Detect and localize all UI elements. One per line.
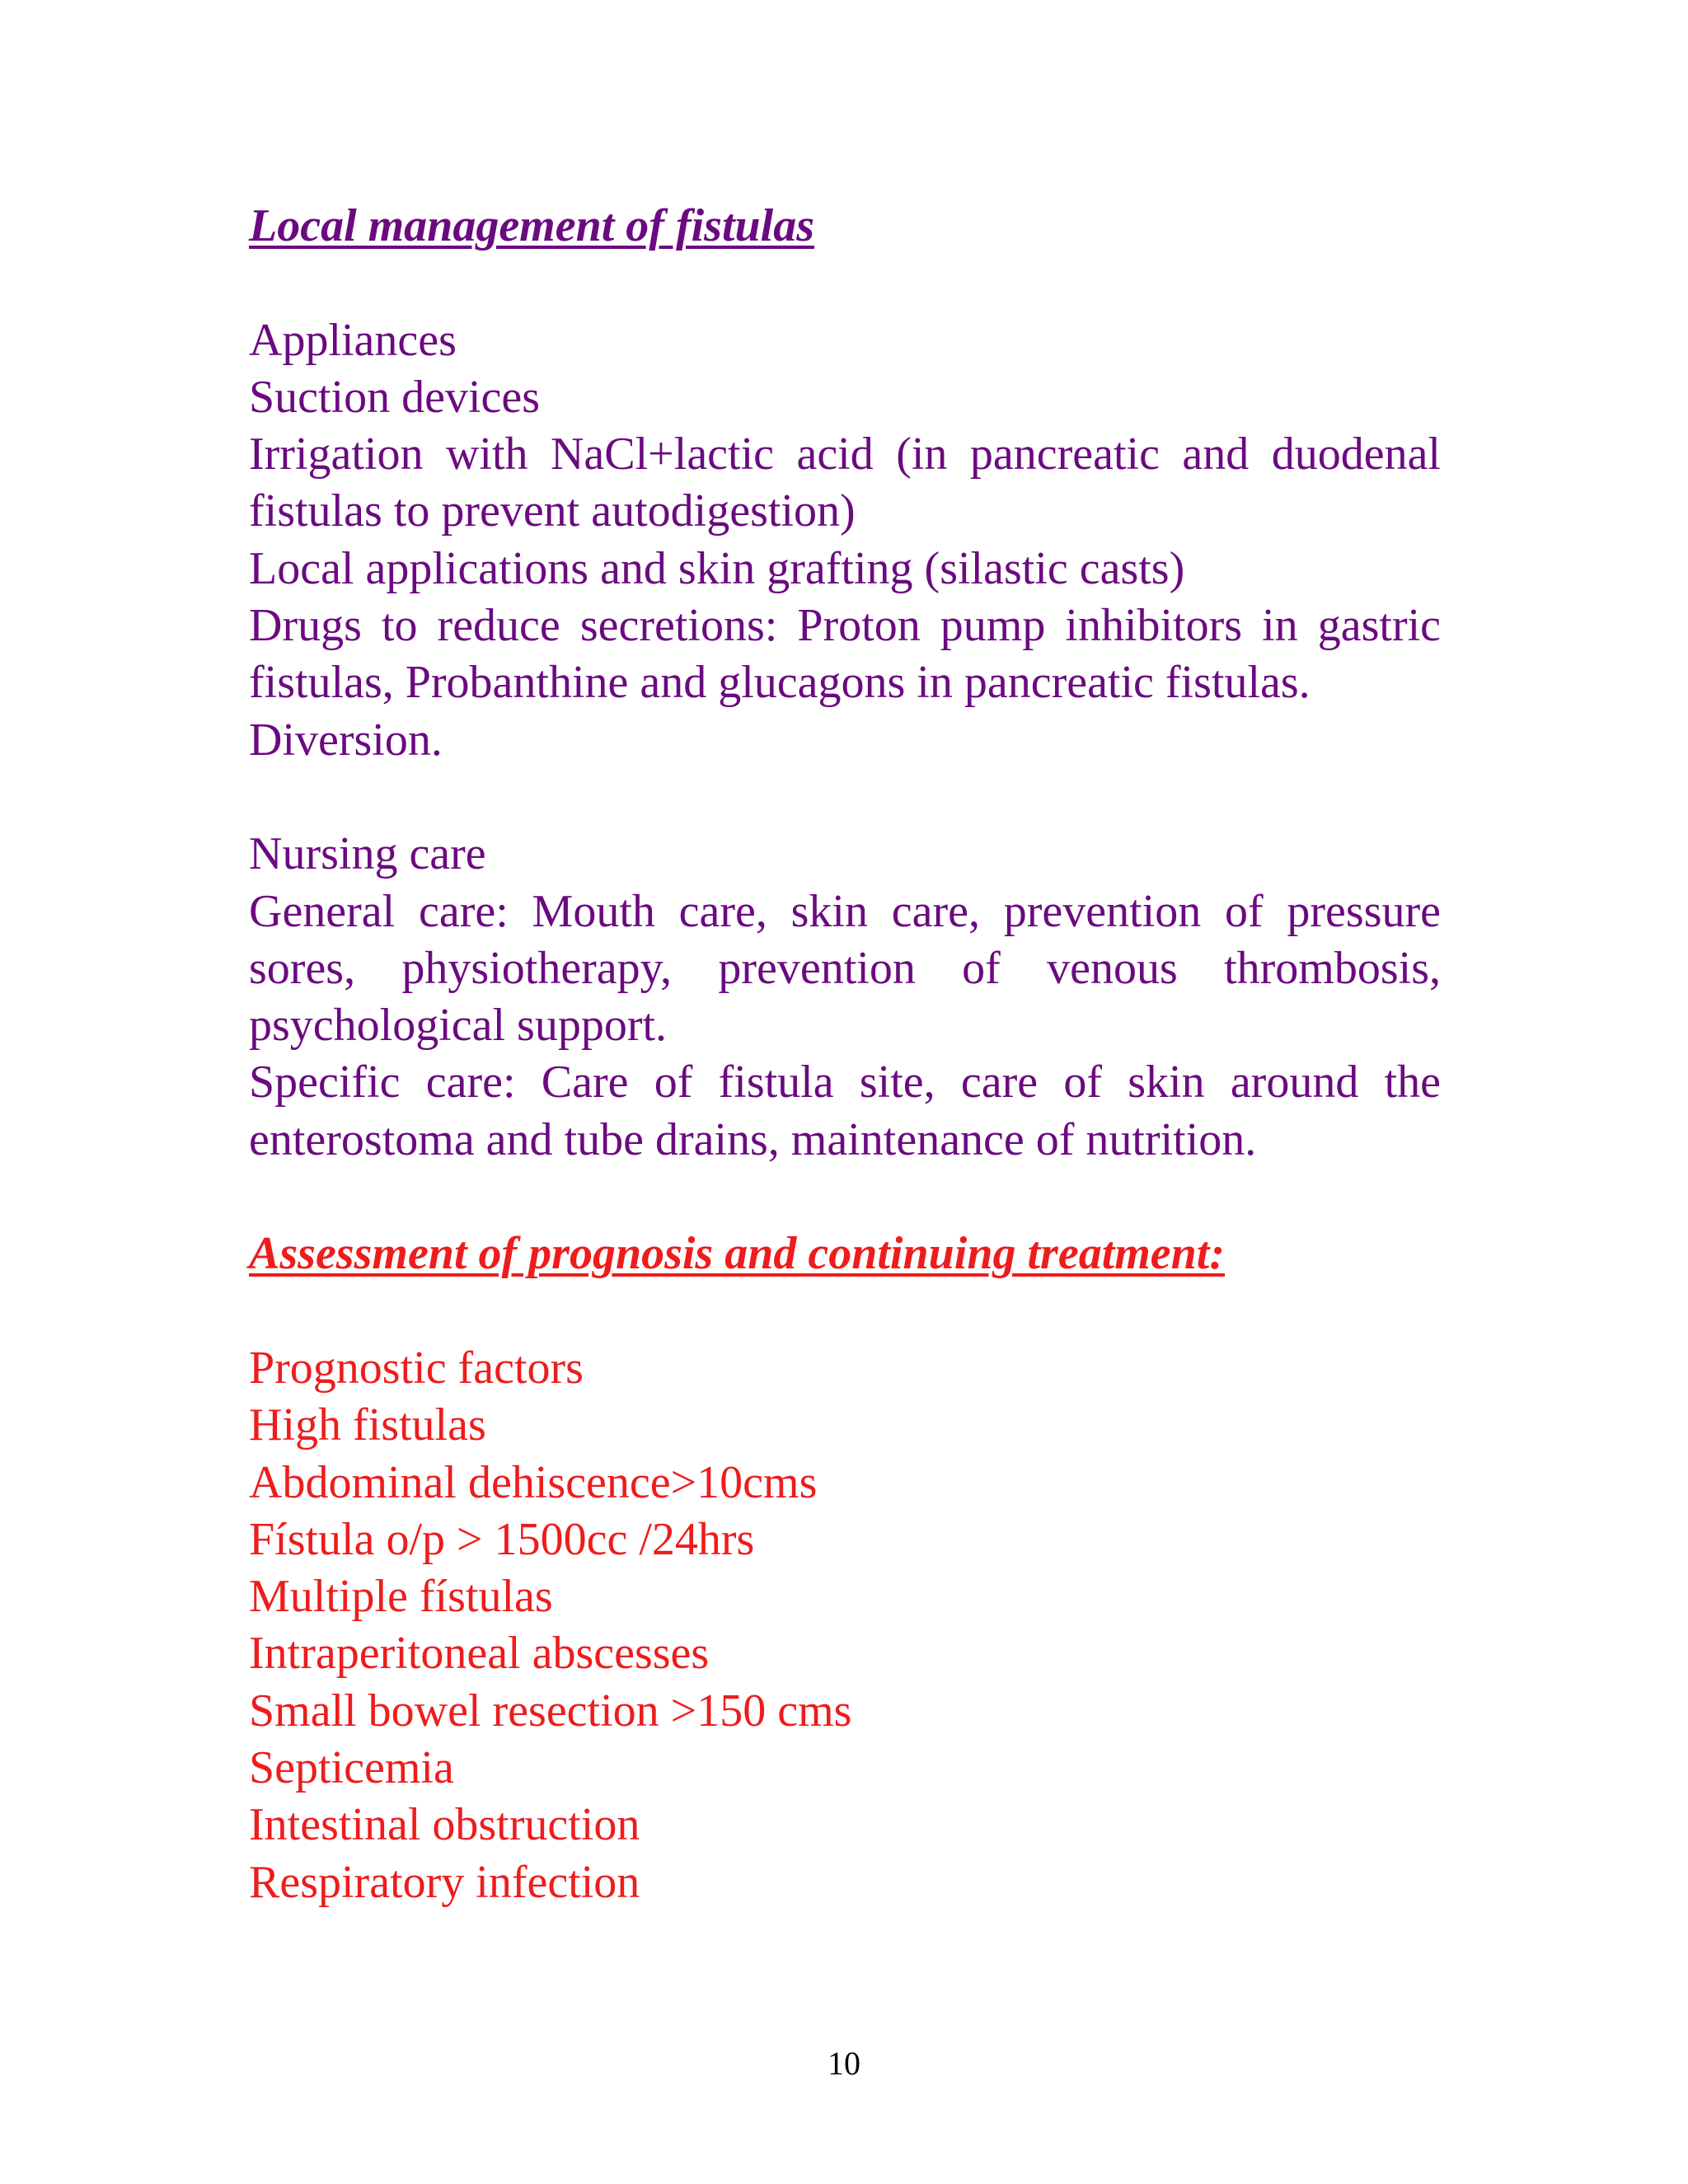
list-item: Multiple fístulas [249,1571,553,1623]
section-local-management [249,198,1441,1169]
list-item: Diversion. [249,714,443,766]
list-item: High fistulas [249,1399,486,1451]
list-item: Fístula o/p > 1500cc /24hrs [249,1513,755,1565]
section-prognosis [249,1226,1441,1911]
section-heading-prognosis: Assessment of prognosis and continuing treatment: [249,1228,1226,1280]
section-heading-local-management: Local management of fistulas [249,200,814,251]
list-item: Small bowel resection >150 cms [249,1685,852,1736]
nursing-care-title: Nursing care [249,828,486,880]
prognostic-factors-title: Prognostic factors [249,1342,584,1394]
document-body [249,198,1441,1911]
specific-care-paragraph: Specific care: Care of fistula site, care of skin around the enterostoma and tube drains, maintenance of nutrition. [249,1057,1441,1165]
list-item: Appliances [249,314,457,366]
list-item: Irrigation with NaCl+lactic acid (in pancreatic and duodenal fistulas to prevent autodigestion) [249,429,1441,537]
list-item: Intestinal obstruction [249,1799,640,1851]
list-item: Septicemia [249,1742,454,1794]
list-item: Intraperitoneal abscesses [249,1628,710,1680]
general-care-paragraph: General care: Mouth care, skin care, prevention of pressure sores, physiotherapy, prevention of venous thrombosis, psychological support. [249,885,1441,1052]
list-item: Suction devices [249,371,541,423]
page-number: 10 [828,2045,860,2082]
list-item: Abdominal dehiscence>10cms [249,1456,818,1508]
list-item: Drugs to reduce secretions: Proton pump inhibitors in gastric fistulas, Probanthine and glucagons in pancreatic fistulas. [249,600,1441,709]
list-item: Local applications and skin grafting (silastic casts) [249,542,1185,594]
list-item: Respiratory infection [249,1856,640,1908]
